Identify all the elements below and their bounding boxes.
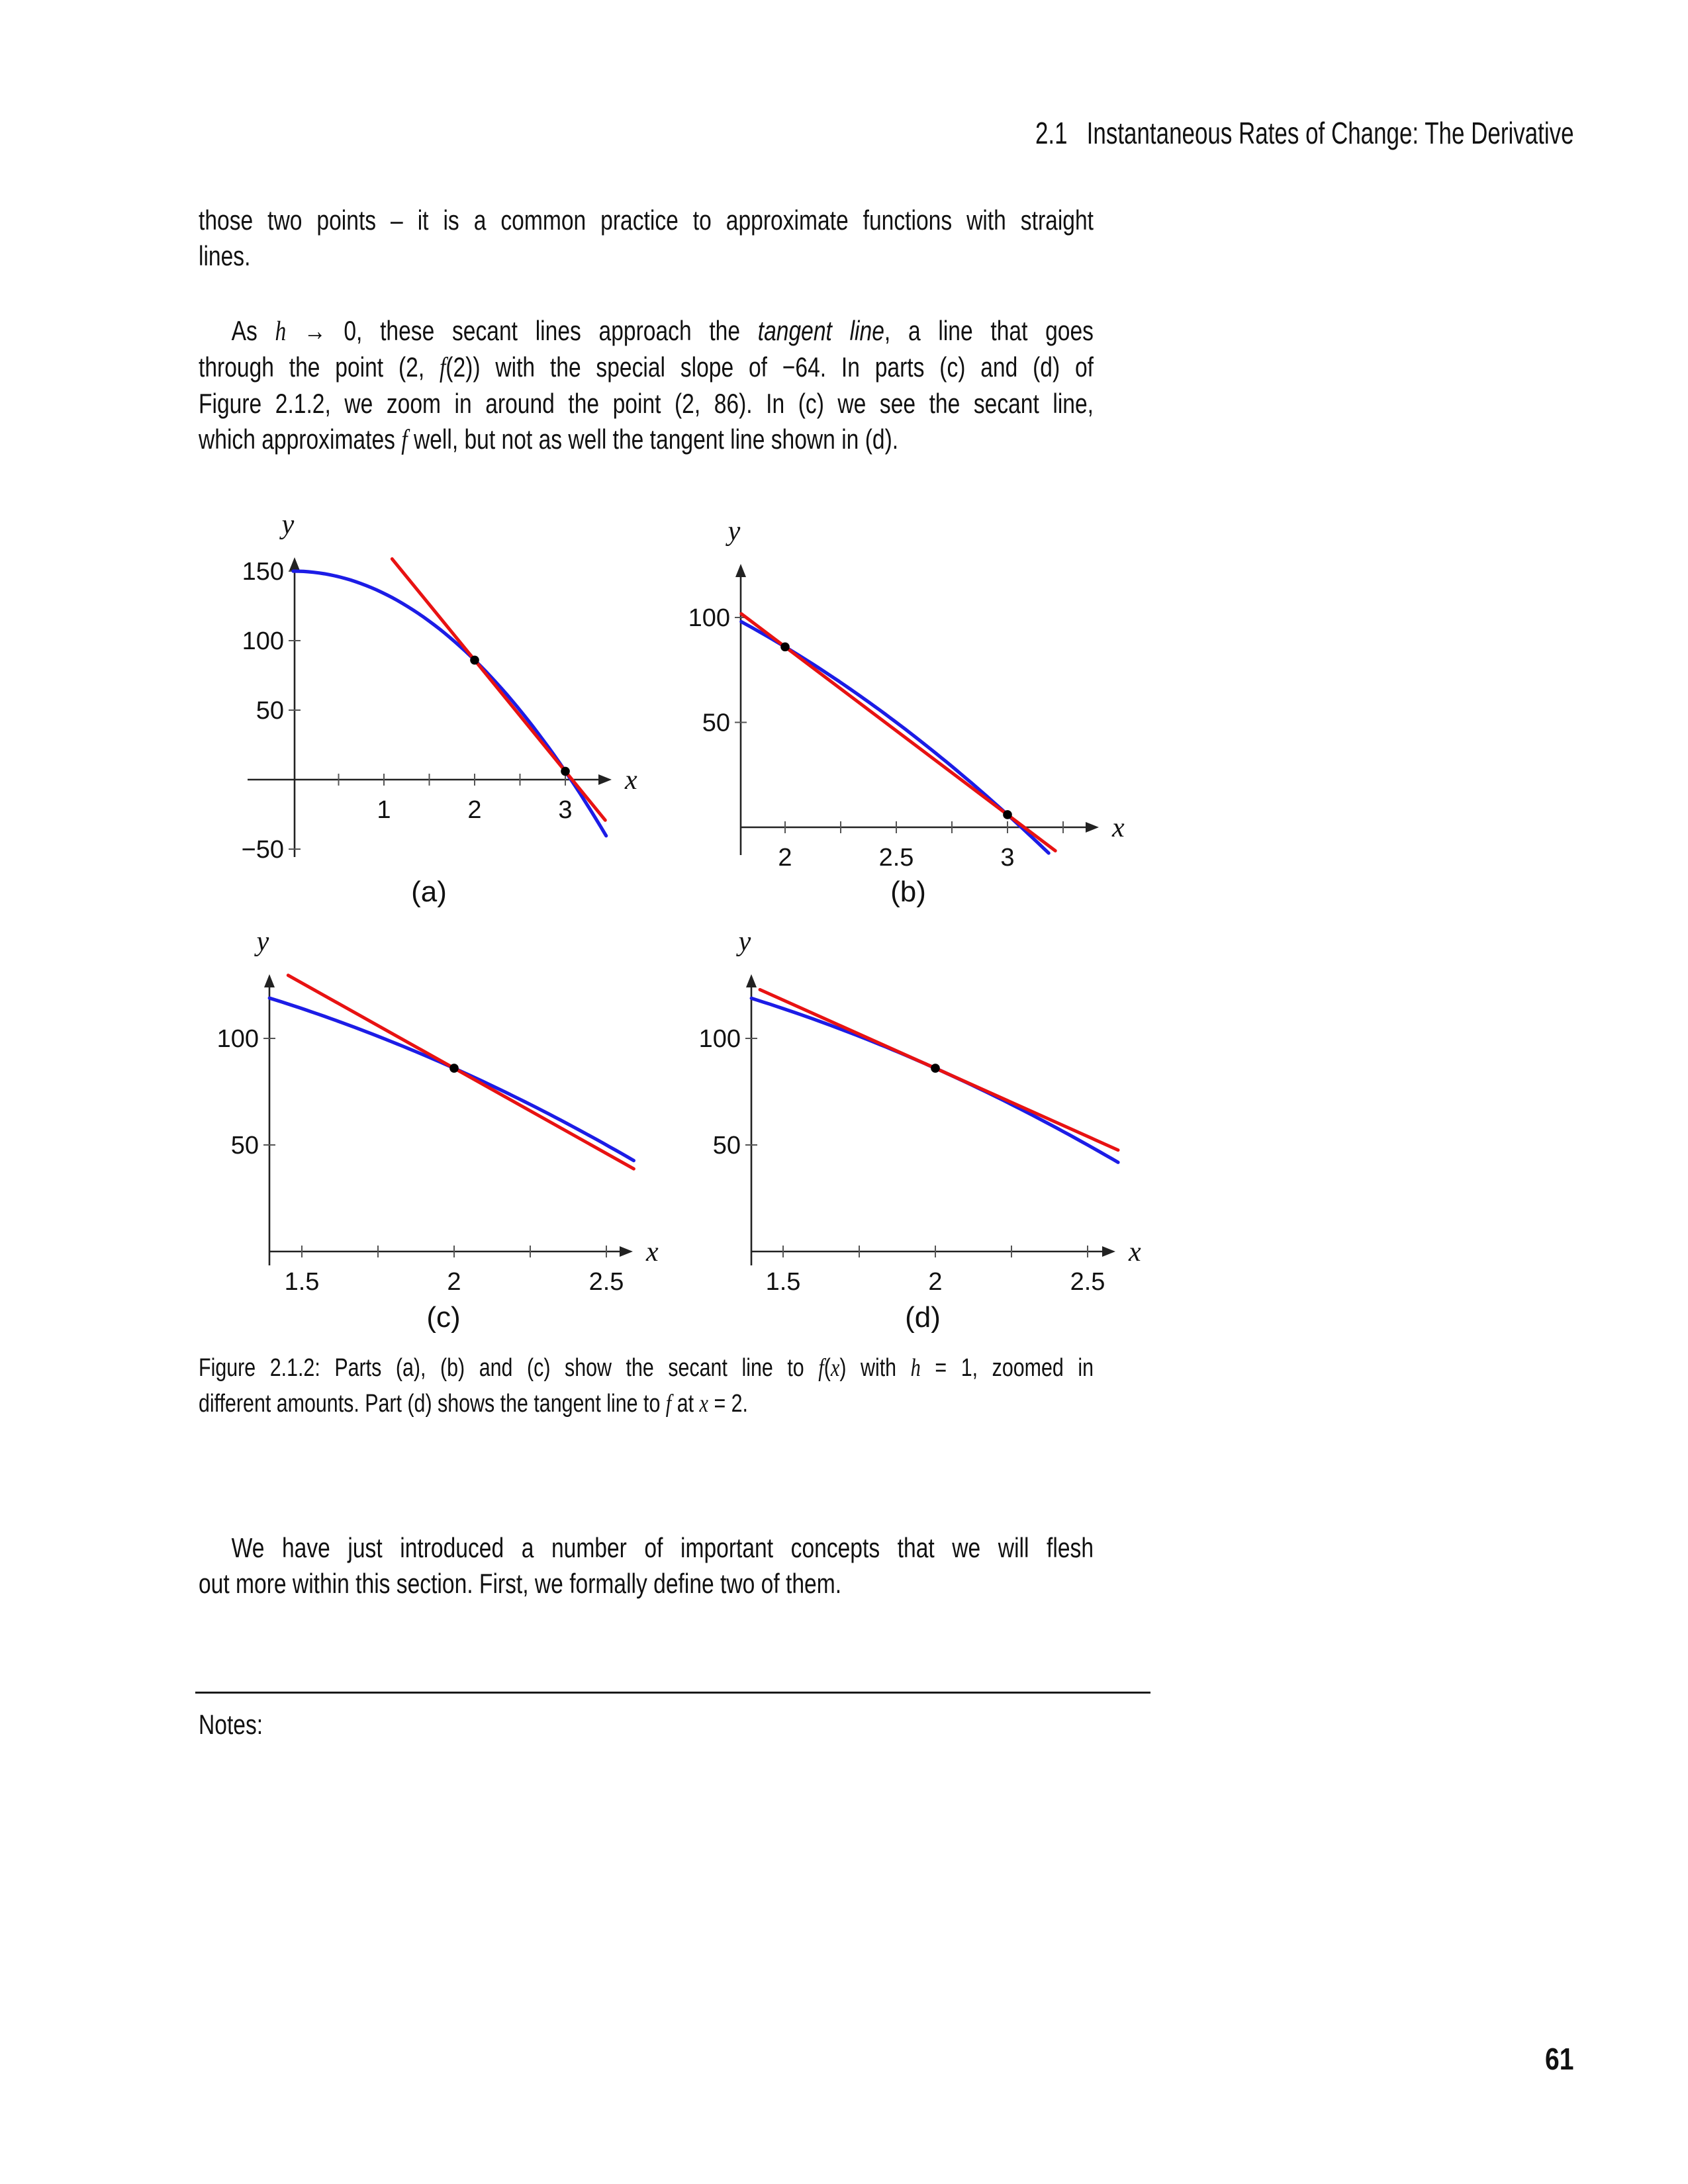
text-line: which approximates f well, but not as well the tangent line shown in (d). bbox=[199, 424, 899, 455]
x-tick-label: 1.5 bbox=[765, 1268, 801, 1296]
x-axis-label: x bbox=[1112, 813, 1125, 843]
y-tick-label: 100 bbox=[242, 627, 284, 655]
x-tick-label: 2.5 bbox=[878, 844, 914, 872]
text-line: lines. bbox=[199, 240, 251, 271]
function-curve bbox=[269, 998, 633, 1161]
plot-d bbox=[699, 927, 1141, 1296]
y-axis-label: y bbox=[727, 516, 741, 547]
y-tick-label: 100 bbox=[216, 1025, 259, 1053]
y-axis-arrow-icon bbox=[746, 974, 757, 987]
text-line: through the point (2, f(2)) with the special slope of −64. In parts (c) and (d) of bbox=[199, 351, 1094, 383]
section-header: 2.1 Instantaneous Rates of Change: The Derivative bbox=[1035, 116, 1574, 150]
plot-a bbox=[242, 510, 637, 864]
x-tick-label: 2 bbox=[447, 1268, 461, 1296]
x-axis-label: x bbox=[646, 1237, 659, 1267]
notes-divider bbox=[195, 1692, 1150, 1694]
x-tick-label: 1 bbox=[377, 796, 391, 824]
plot-caption-d: (d) bbox=[905, 1301, 941, 1334]
text-line: Figure 2.1.2, we zoom in around the point (2, 86). In (c) we see the secant line, bbox=[199, 388, 1094, 419]
y-tick-label: 100 bbox=[698, 1025, 741, 1053]
secant-line bbox=[392, 559, 605, 821]
notes-label: Notes: bbox=[199, 1709, 263, 1740]
function-curve bbox=[751, 998, 1118, 1162]
marked-point bbox=[1003, 810, 1012, 819]
x-tick-label: 3 bbox=[1000, 844, 1015, 872]
plot-caption-b: (b) bbox=[890, 876, 926, 908]
text-line: Figure 2.1.2: Parts (a), (b) and (c) show the secant line to f(x) with h = 1, zoomed in bbox=[199, 1354, 1094, 1382]
marked-point bbox=[449, 1064, 459, 1073]
x-tick-label: 1.5 bbox=[284, 1268, 320, 1296]
x-tick-label: 2 bbox=[778, 844, 792, 872]
y-tick-label: 50 bbox=[702, 709, 730, 737]
plot-b bbox=[688, 516, 1125, 872]
y-tick-label: 50 bbox=[230, 1132, 259, 1160]
x-tick-label: 2.5 bbox=[588, 1268, 624, 1296]
x-axis-label: x bbox=[1129, 1237, 1141, 1267]
y-axis-arrow-icon bbox=[264, 974, 275, 987]
x-tick-label: 2 bbox=[928, 1268, 943, 1296]
x-tick-label: 3 bbox=[558, 796, 573, 824]
x-axis-arrow-icon bbox=[620, 1246, 633, 1257]
x-axis-arrow-icon bbox=[1102, 1246, 1115, 1257]
figure-caption bbox=[199, 1350, 1094, 1422]
plot-caption-c: (c) bbox=[426, 1301, 461, 1334]
marked-point bbox=[931, 1064, 940, 1073]
y-tick-label: 50 bbox=[712, 1132, 741, 1160]
page-number: 61 bbox=[1545, 2042, 1574, 2076]
text-line: We have just introduced a number of important concepts that we will flesh bbox=[231, 1532, 1094, 1563]
paragraph-concepts bbox=[199, 1530, 1094, 1602]
secant-line bbox=[288, 976, 633, 1169]
x-tick-label: 2 bbox=[467, 796, 482, 824]
plot-caption-a: (a) bbox=[411, 876, 447, 908]
y-axis-label: y bbox=[281, 510, 295, 540]
plot-c bbox=[217, 927, 659, 1296]
x-axis-arrow-icon bbox=[598, 774, 612, 785]
y-axis-label: y bbox=[738, 927, 751, 957]
text-line: different amounts. Part (d) shows the tangent line to f at x = 2. bbox=[199, 1390, 748, 1418]
x-axis-arrow-icon bbox=[1086, 822, 1099, 833]
y-axis-arrow-icon bbox=[735, 564, 746, 577]
x-axis-label: x bbox=[625, 765, 637, 796]
y-tick-label: 50 bbox=[256, 697, 284, 725]
marked-point bbox=[780, 643, 790, 652]
y-tick-label: 100 bbox=[688, 604, 730, 632]
x-tick-label: 2.5 bbox=[1070, 1268, 1105, 1296]
y-axis-arrow-icon bbox=[289, 557, 300, 570]
y-tick-label: −50 bbox=[241, 836, 284, 864]
function-curve bbox=[741, 621, 1049, 853]
marked-point bbox=[561, 767, 570, 776]
y-axis-label: y bbox=[256, 927, 269, 957]
y-tick-label: 150 bbox=[242, 558, 284, 586]
text-line: As h → 0, these secant lines approach the tangent line, a line that goes bbox=[231, 315, 1094, 347]
marked-point bbox=[470, 656, 479, 665]
text-line: those two points – it is a common practice to approximate functions with straight bbox=[199, 205, 1094, 236]
text-line: out more within this section. First, we formally define two of them. bbox=[199, 1568, 842, 1599]
